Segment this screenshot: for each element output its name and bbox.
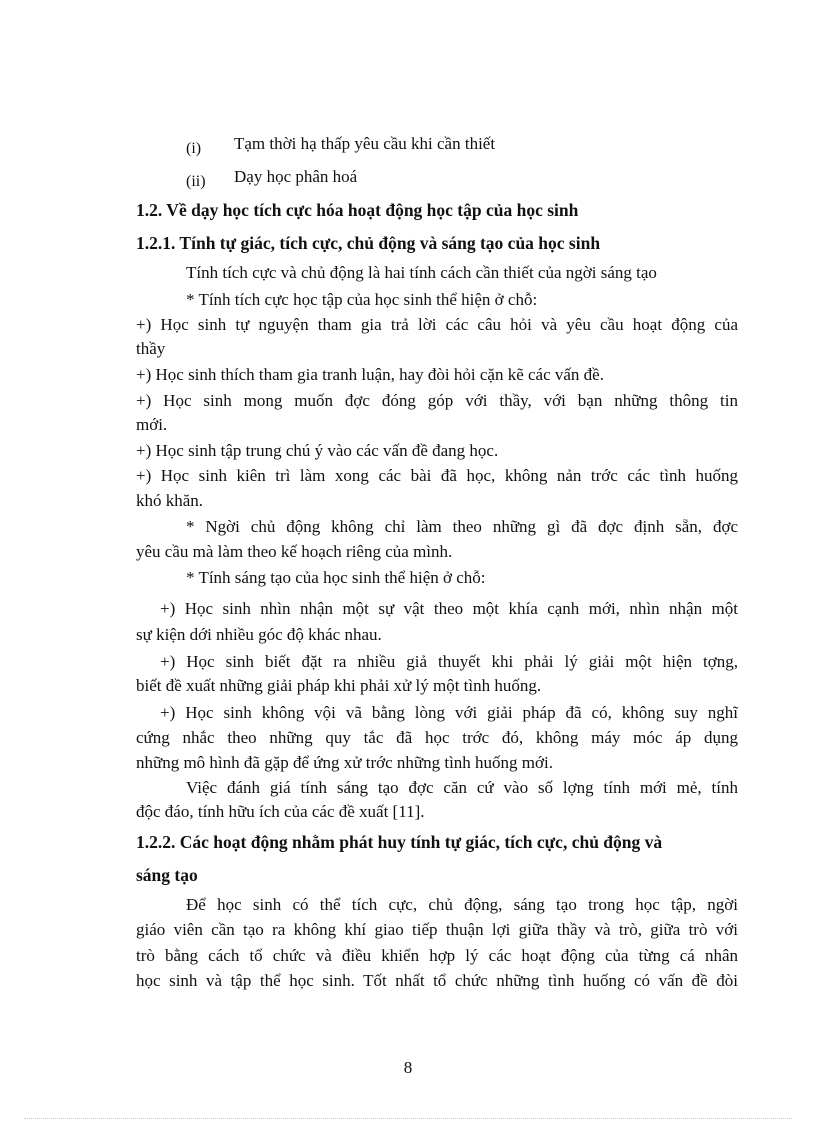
bullet-line: +) Học sinh kiên trì làm xong các bài đã học, không nản trớc các tình huống — [136, 466, 738, 485]
list-item-text: Tạm thời hạ thấp yêu cầu khi cần thiết — [234, 134, 496, 153]
paragraph-line: Tính tích cực và chủ động là hai tính cách cần thiết của ngời sáng tạo — [186, 263, 657, 282]
bullet-line: +) Học sinh không vội vã bằng lòng với giải pháp đã có, không suy nghĩ — [160, 703, 738, 722]
list-marker: (ii) — [186, 173, 206, 190]
paragraph-line: * Ngời chủ động không chỉ làm theo những gì đã đợc định sẵn, đợc — [186, 517, 738, 536]
bullet-line: những mô hình đã gặp để ứng xử trớc những tình huống mới. — [136, 753, 553, 772]
paragraph-line: giáo viên cần tạo ra không khí giao tiếp thuận lợi giữa thầy và trò, giữa trò với — [136, 920, 738, 939]
page-number: 8 — [403, 1058, 413, 1077]
section-heading-1-2-1: 1.2.1. Tính tự giác, tích cực, chủ động và sáng tạo của học sinh — [136, 233, 601, 253]
paragraph-line: độc đáo, tính hữu ích của các đề xuất [11]. — [136, 802, 425, 821]
paragraph-line: trò bằng cách tổ chức và điều khiển hợp lý các hoạt động của từng cá nhân — [136, 946, 738, 965]
paragraph-line: * Tính tích cực học tập của học sinh thể hiện ở chỗ: — [186, 290, 538, 309]
bullet-line: sự kiện dới nhiều góc độ khác nhau. — [136, 625, 382, 644]
section-heading-1-2-2-cont: sáng tạo — [136, 865, 198, 885]
paragraph-line: yêu cầu mà làm theo kế hoạch riêng của mình. — [136, 542, 453, 561]
bullet-line: +) Học sinh tự nguyện tham gia trả lời các câu hỏi và yêu cầu hoạt động của — [136, 315, 738, 334]
list-item-text: Dạy học phân hoá — [234, 167, 358, 186]
bullet-line: +) Học sinh tập trung chú ý vào các vấn đề đang học. — [136, 441, 499, 460]
paragraph-line: Để học sinh có thể tích cực, chủ động, sáng tạo trong học tập, ngời — [186, 895, 738, 914]
bullet-line: cứng nhắc theo những quy tắc đã học trớc đó, không máy móc áp dụng — [136, 728, 738, 747]
paragraph-line: Việc đánh giá tính sáng tạo đợc căn cứ vào số lợng tính mới mẻ, tính — [186, 778, 738, 797]
bullet-line: +) Học sinh mong muốn đợc đóng góp với thầy, với bạn những thông tin — [136, 391, 738, 410]
paragraph-line: * Tính sáng tạo của học sinh thể hiện ở chỗ: — [186, 568, 486, 587]
bullet-line: biết đề xuất những giải pháp khi phải xử lý một tình huống. — [136, 676, 542, 695]
bullet-line: khó khăn. — [136, 491, 204, 510]
bullet-line: +) Học sinh biết đặt ra nhiều giả thuyết khi phải lý giải một hiện tợng, — [160, 652, 738, 671]
bullet-line: mới. — [136, 415, 168, 434]
paragraph-line: học sinh và tập thể học sinh. Tốt nhất tổ chức những tình huống có vấn đề đòi — [136, 971, 738, 990]
section-heading-1-2-2: 1.2.2. Các hoạt động nhằm phát huy tính tự giác, tích cực, chủ động và — [136, 832, 663, 852]
page-bottom-rule — [24, 1118, 792, 1119]
bullet-line: +) Học sinh nhìn nhận một sự vật theo một khía cạnh mới, nhìn nhận một — [160, 599, 738, 618]
list-marker: (i) — [186, 140, 202, 157]
section-heading-1-2: 1.2. Về dạy học tích cực hóa hoạt động học tập của học sinh — [136, 200, 579, 220]
bullet-line: +) Học sinh thích tham gia tranh luận, hay đòi hỏi cặn kẽ các vấn đề. — [136, 365, 604, 384]
bullet-line: thầy — [136, 339, 166, 358]
